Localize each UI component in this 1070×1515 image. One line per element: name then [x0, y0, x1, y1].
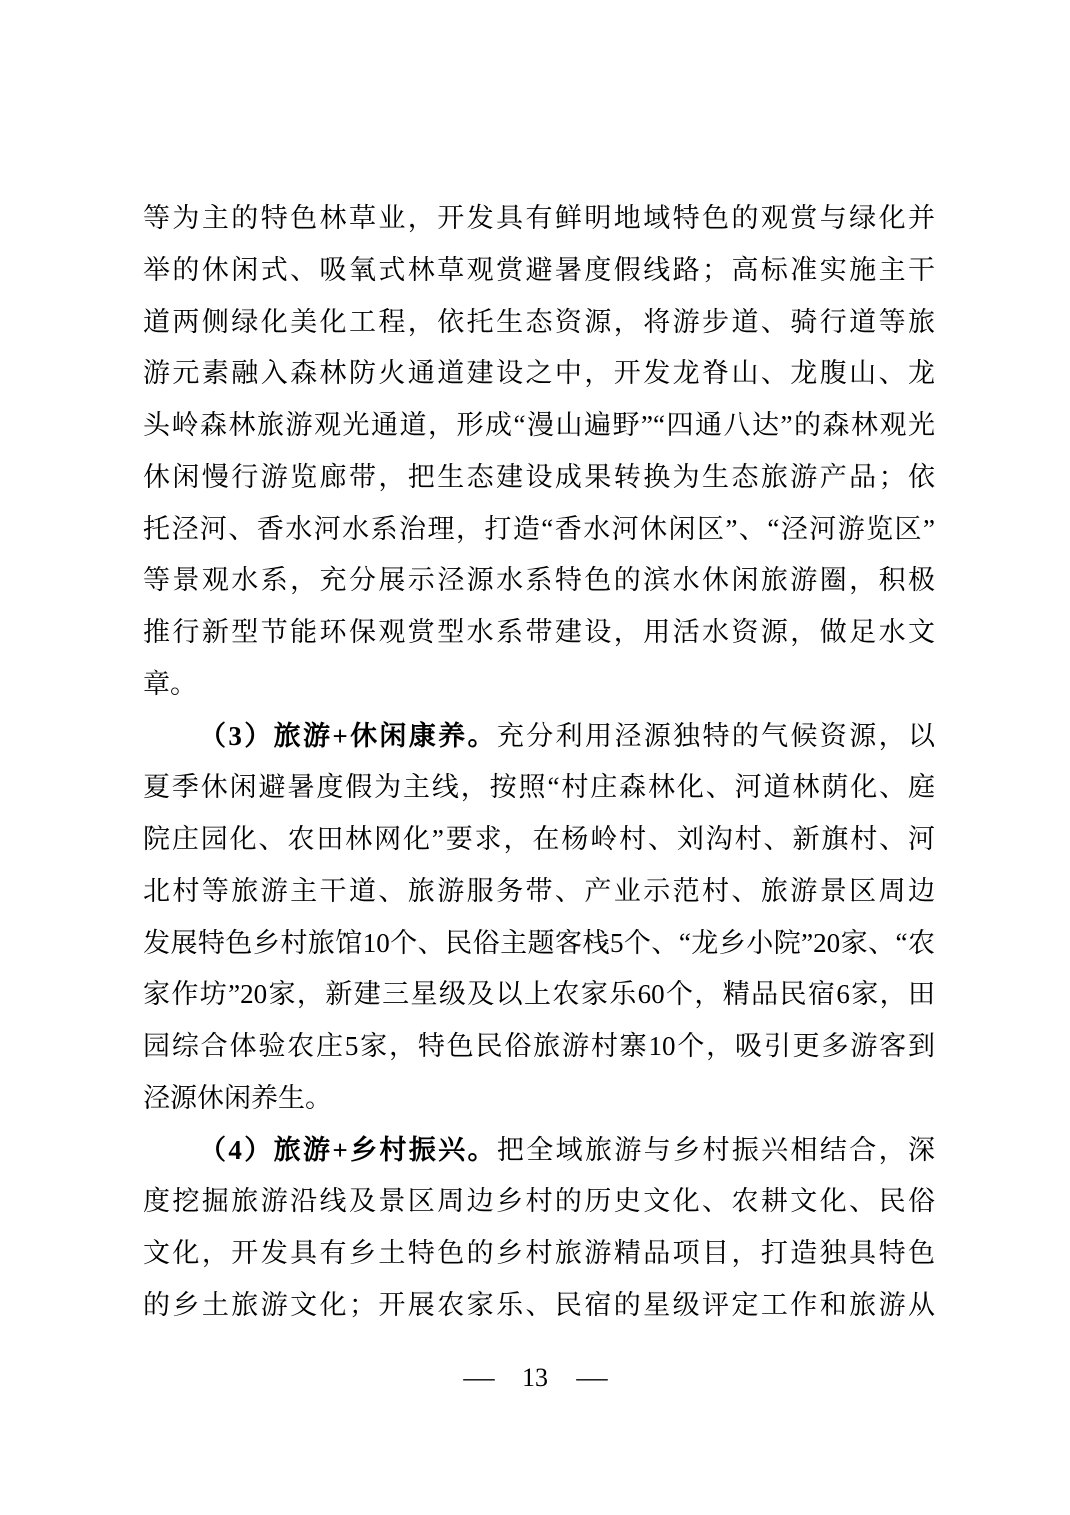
text-line	[143, 918, 935, 970]
text-run: 道两侧绿化美化工程，依托生态资源，将游步道、骑行道等旅	[143, 306, 935, 337]
text-line	[143, 1176, 935, 1228]
heading-run: （4）旅游+乡村振兴。	[199, 1134, 497, 1165]
text-run: 充分利用泾源独特的气候资源，以	[496, 720, 935, 751]
text-run: 等为主的特色林草业，开发具有鲜明地域特色的观赏与绿化并	[143, 203, 935, 233]
text-line	[143, 348, 935, 400]
text-run: 度挖掘旅游沿线及景区周边乡村的历史文化、农耕文化、民俗	[143, 1186, 935, 1217]
text-line	[143, 504, 935, 556]
text-line	[143, 452, 935, 504]
text-line	[143, 245, 935, 297]
text-run: 的乡土旅游文化；开展农家乐、民宿的星级评定工作和旅游从	[143, 1289, 935, 1320]
text-run: 夏季休闲避暑度假为主线，按照“村庄森林化、河道林荫化、庭	[143, 772, 935, 803]
text-line	[143, 1073, 935, 1125]
text-run: 发展特色乡村旅馆10个、民俗主题客栈5个、“龙乡小院”20家、“农	[143, 927, 935, 958]
page-number: 13	[522, 1363, 548, 1392]
text-line	[143, 969, 935, 1021]
footer-dash-left: —	[462, 1363, 495, 1392]
text-line	[143, 1125, 935, 1177]
text-run: 举的休闲式、吸氧式林草观赏避暑度假线路；高标准实施主干	[143, 254, 935, 285]
text-line	[143, 1228, 935, 1280]
heading-run: （3）旅游+休闲康养。	[199, 720, 497, 751]
text-line	[143, 762, 935, 814]
text-run: 头岭森林旅游观光通道，形成“漫山遍野”“四通八达”的森林观光	[143, 410, 935, 440]
text-body	[143, 193, 935, 1332]
text-line	[143, 1280, 935, 1332]
text-run: 文化，开发具有乡土特色的乡村旅游精品项目，打造独具特色	[143, 1238, 935, 1268]
text-line	[143, 711, 935, 763]
text-line	[143, 297, 935, 349]
page-footer	[0, 1358, 1070, 1398]
text-run: 推行新型节能环保观赏型水系带建设，用活水资源，做足水文	[143, 617, 935, 647]
text-line	[143, 400, 935, 452]
text-line	[143, 866, 935, 918]
text-run: 家作坊”20家，新建三星级及以上农家乐60个，精品民宿6家，田	[143, 979, 935, 1010]
text-line	[143, 659, 935, 711]
text-run: 休闲慢行游览廊带，把生态建设成果转换为生态旅游产品；依	[143, 461, 935, 492]
text-run: 园综合体验农庄5家，特色民俗旅游村寨10个，吸引更多游客到	[143, 1031, 935, 1061]
text-run: 北村等旅游主干道、旅游服务带、产业示范村、旅游景区周边	[143, 875, 935, 906]
text-run: 把全域旅游与乡村振兴相结合，深	[496, 1134, 935, 1165]
text-line	[143, 607, 935, 659]
text-run: 章。	[143, 668, 197, 699]
text-run: 托泾河、香水河水系治理，打造“香水河休闲区”、“泾河游览区”	[143, 513, 935, 544]
text-line	[143, 555, 935, 607]
footer-dash-right: —	[575, 1363, 608, 1392]
text-line	[143, 1021, 935, 1073]
text-line	[143, 814, 935, 866]
text-run: 泾源休闲养生。	[143, 1082, 332, 1113]
text-run: 院庄园化、农田林网化”要求，在杨岭村、刘沟村、新旗村、河	[143, 824, 935, 854]
text-run: 等景观水系，充分展示泾源水系特色的滨水休闲旅游圈，积极	[143, 565, 935, 596]
text-run: 游元素融入森林防火通道建设之中，开发龙脊山、龙腹山、龙	[143, 358, 935, 389]
text-line	[143, 193, 935, 245]
